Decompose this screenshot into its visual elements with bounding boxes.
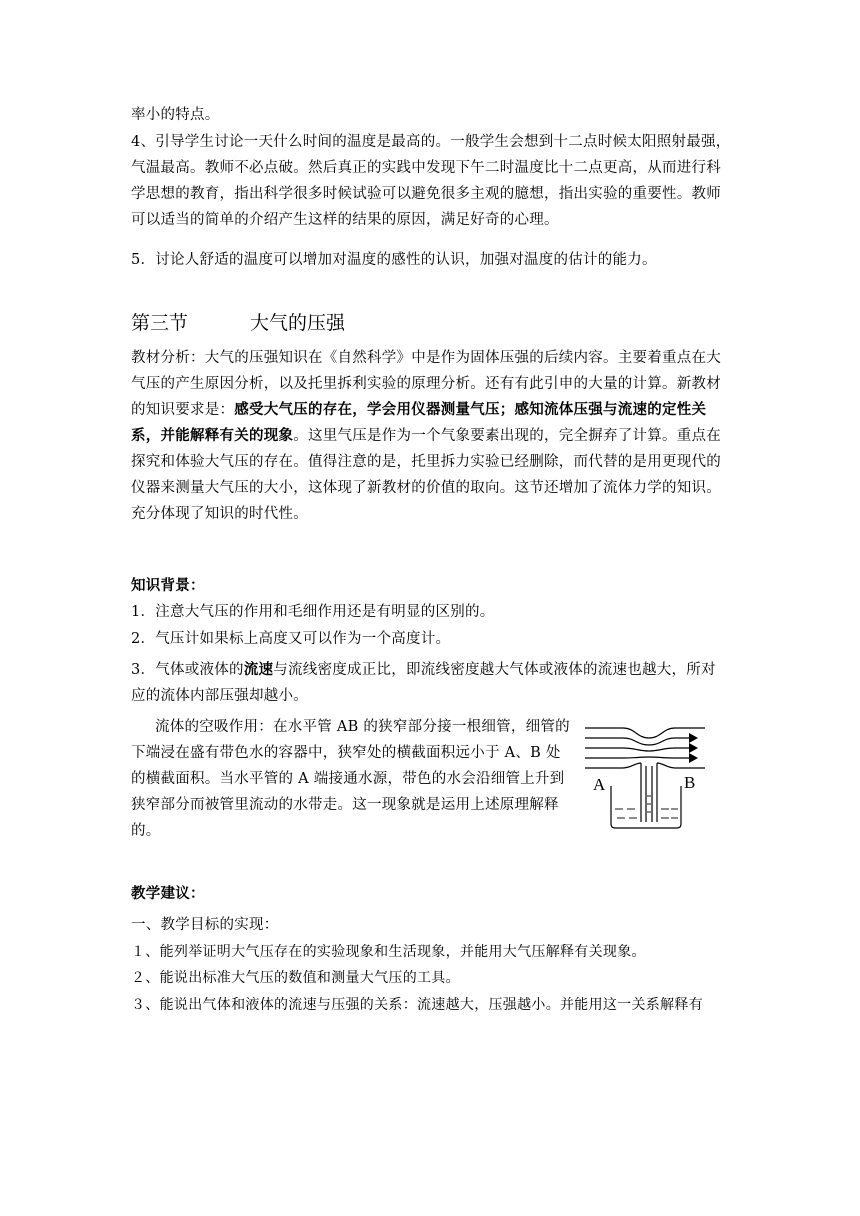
intro-item-5: 5．讨论人舒适的温度可以增加对温度的感性的认识，加强对温度的估计的能力。 <box>131 252 657 268</box>
analysis-line-6: 仪器来测量大气压的大小，这体现了新教材的价值的取向。这节还增加了流体力学的知识。 <box>131 480 721 496</box>
analysis-line-4 <box>131 425 721 447</box>
intro-item-4-line-1: 4、引导学生讨论一天什么时间的温度是最高的。一般学生会想到十二点时候太阳照射最强， <box>131 134 731 150</box>
intro-line-0: 率小的特点。 <box>131 107 220 123</box>
background-item-3-text-cont: 与流线密度成正比，即流线密度越大气体或液体的流速也越大，所对 <box>273 662 716 678</box>
background-item-3-text: 3．气体或液体的 <box>131 662 244 678</box>
background-item-2: 2．气压计如果标上高度又可以作为一个高度计。 <box>131 631 451 647</box>
suction-paragraph-line-3: 的横截面积。当水平管的 A 端接通水源，带色的水会沿细管上升到 <box>131 771 565 787</box>
suction-paragraph-line-4: 狭窄部分而被管里流动的水带走。这一现象就是运用上述原理解释 <box>131 797 559 813</box>
analysis-line-5: 探究和体验大气压的存在。值得注意的是，托里拆力实验已经删除，而代替的是用更现代的 <box>131 454 721 470</box>
intro-item-4-line-4: 可以适当的简单的介绍产生这样的结果的原因，满足好奇的心理。 <box>131 212 559 228</box>
venturi-tube-diagram <box>583 718 713 834</box>
background-item-3 <box>131 659 716 681</box>
background-title: 知识背景： <box>131 577 205 594</box>
analysis-line-3-text: 的知识要求是： <box>131 402 235 418</box>
background-item-1: 1．注意大气压的作用和毛细作用还是有明显的区别的。 <box>131 604 495 620</box>
suction-paragraph-line-5: 的。 <box>131 823 161 839</box>
streamline-1 <box>585 738 693 745</box>
streamline-2 <box>585 748 693 751</box>
background-item-3-line-2: 应的流体内部压强却越小。 <box>131 688 308 704</box>
section-heading <box>131 310 345 336</box>
label-a: A <box>593 775 606 794</box>
goal-3: ３、能说出气体和液体的流速与压强的关系：流速越大，压强越小。并能用这一关系解释有 <box>131 997 703 1013</box>
analysis-line-2: 气压的产生原因分析，以及托里拆利实验的原理分析。还有有此引申的大量的计算。新教材 <box>131 376 721 392</box>
flow-arrow-2 <box>689 743 698 753</box>
intro-item-4-line-2: 气温最高。教师不必点破。然后真正的实践中发现下午二时温度比十二点更高，从而进行科 <box>131 160 721 176</box>
analysis-requirement-bold-cont: 系，并能解释有关的现象 <box>131 427 294 444</box>
suction-paragraph-line-2: 下端浸在盛有带色水的容器中，狭窄处的横截面积远小于 A、B 处 <box>131 745 561 761</box>
flow-arrow-3 <box>689 753 698 763</box>
streamline-3 <box>585 757 693 758</box>
intro-item-4-line-3: 学思想的教育，指出科学很多时候试验可以避免很多主观的臆想，指出实验的重要性。教师 <box>131 186 721 202</box>
label-b: B <box>684 773 696 792</box>
suggestions-title: 教学建议： <box>131 885 205 902</box>
flow-arrows <box>689 733 698 763</box>
suction-paragraph-line-1: 流体的空吸作用：在水平管 AB 的狭窄部分接一根细管，细管的 <box>155 719 570 735</box>
background-item-3-bold: 流速 <box>243 661 274 678</box>
goal-2: ２、能说出标准大气压的数值和测量大气压的工具。 <box>131 970 460 986</box>
analysis-line-4-text: 。这里气压是作为一个气象要素出现的，完全摒弃了计算。重点在 <box>293 428 721 444</box>
analysis-line-3 <box>131 399 706 421</box>
flow-arrow-1 <box>689 733 698 743</box>
tube-bottom-wall <box>585 763 705 768</box>
tube-top-wall <box>585 728 705 738</box>
section-number: 第三节 <box>131 312 189 334</box>
analysis-line-1: 教材分析：大气的压强知识在《自然科学》中是作为固体压强的后续内容。主要着重点在大 <box>131 350 721 366</box>
suggestions-subtitle: 一、教学目标的实现： <box>131 917 279 933</box>
section-title: 大气的压强 <box>250 312 346 334</box>
analysis-requirement-bold: 感受大气压的存在，学会用仪器测量气压；感知流体压强与流速的定性关 <box>234 401 707 418</box>
analysis-line-7: 充分体现了知识的时代性。 <box>131 506 308 522</box>
goal-1: １、能列举证明大气压存在的实验现象和生活现象，并能用大气压解释有关现象。 <box>131 944 646 960</box>
